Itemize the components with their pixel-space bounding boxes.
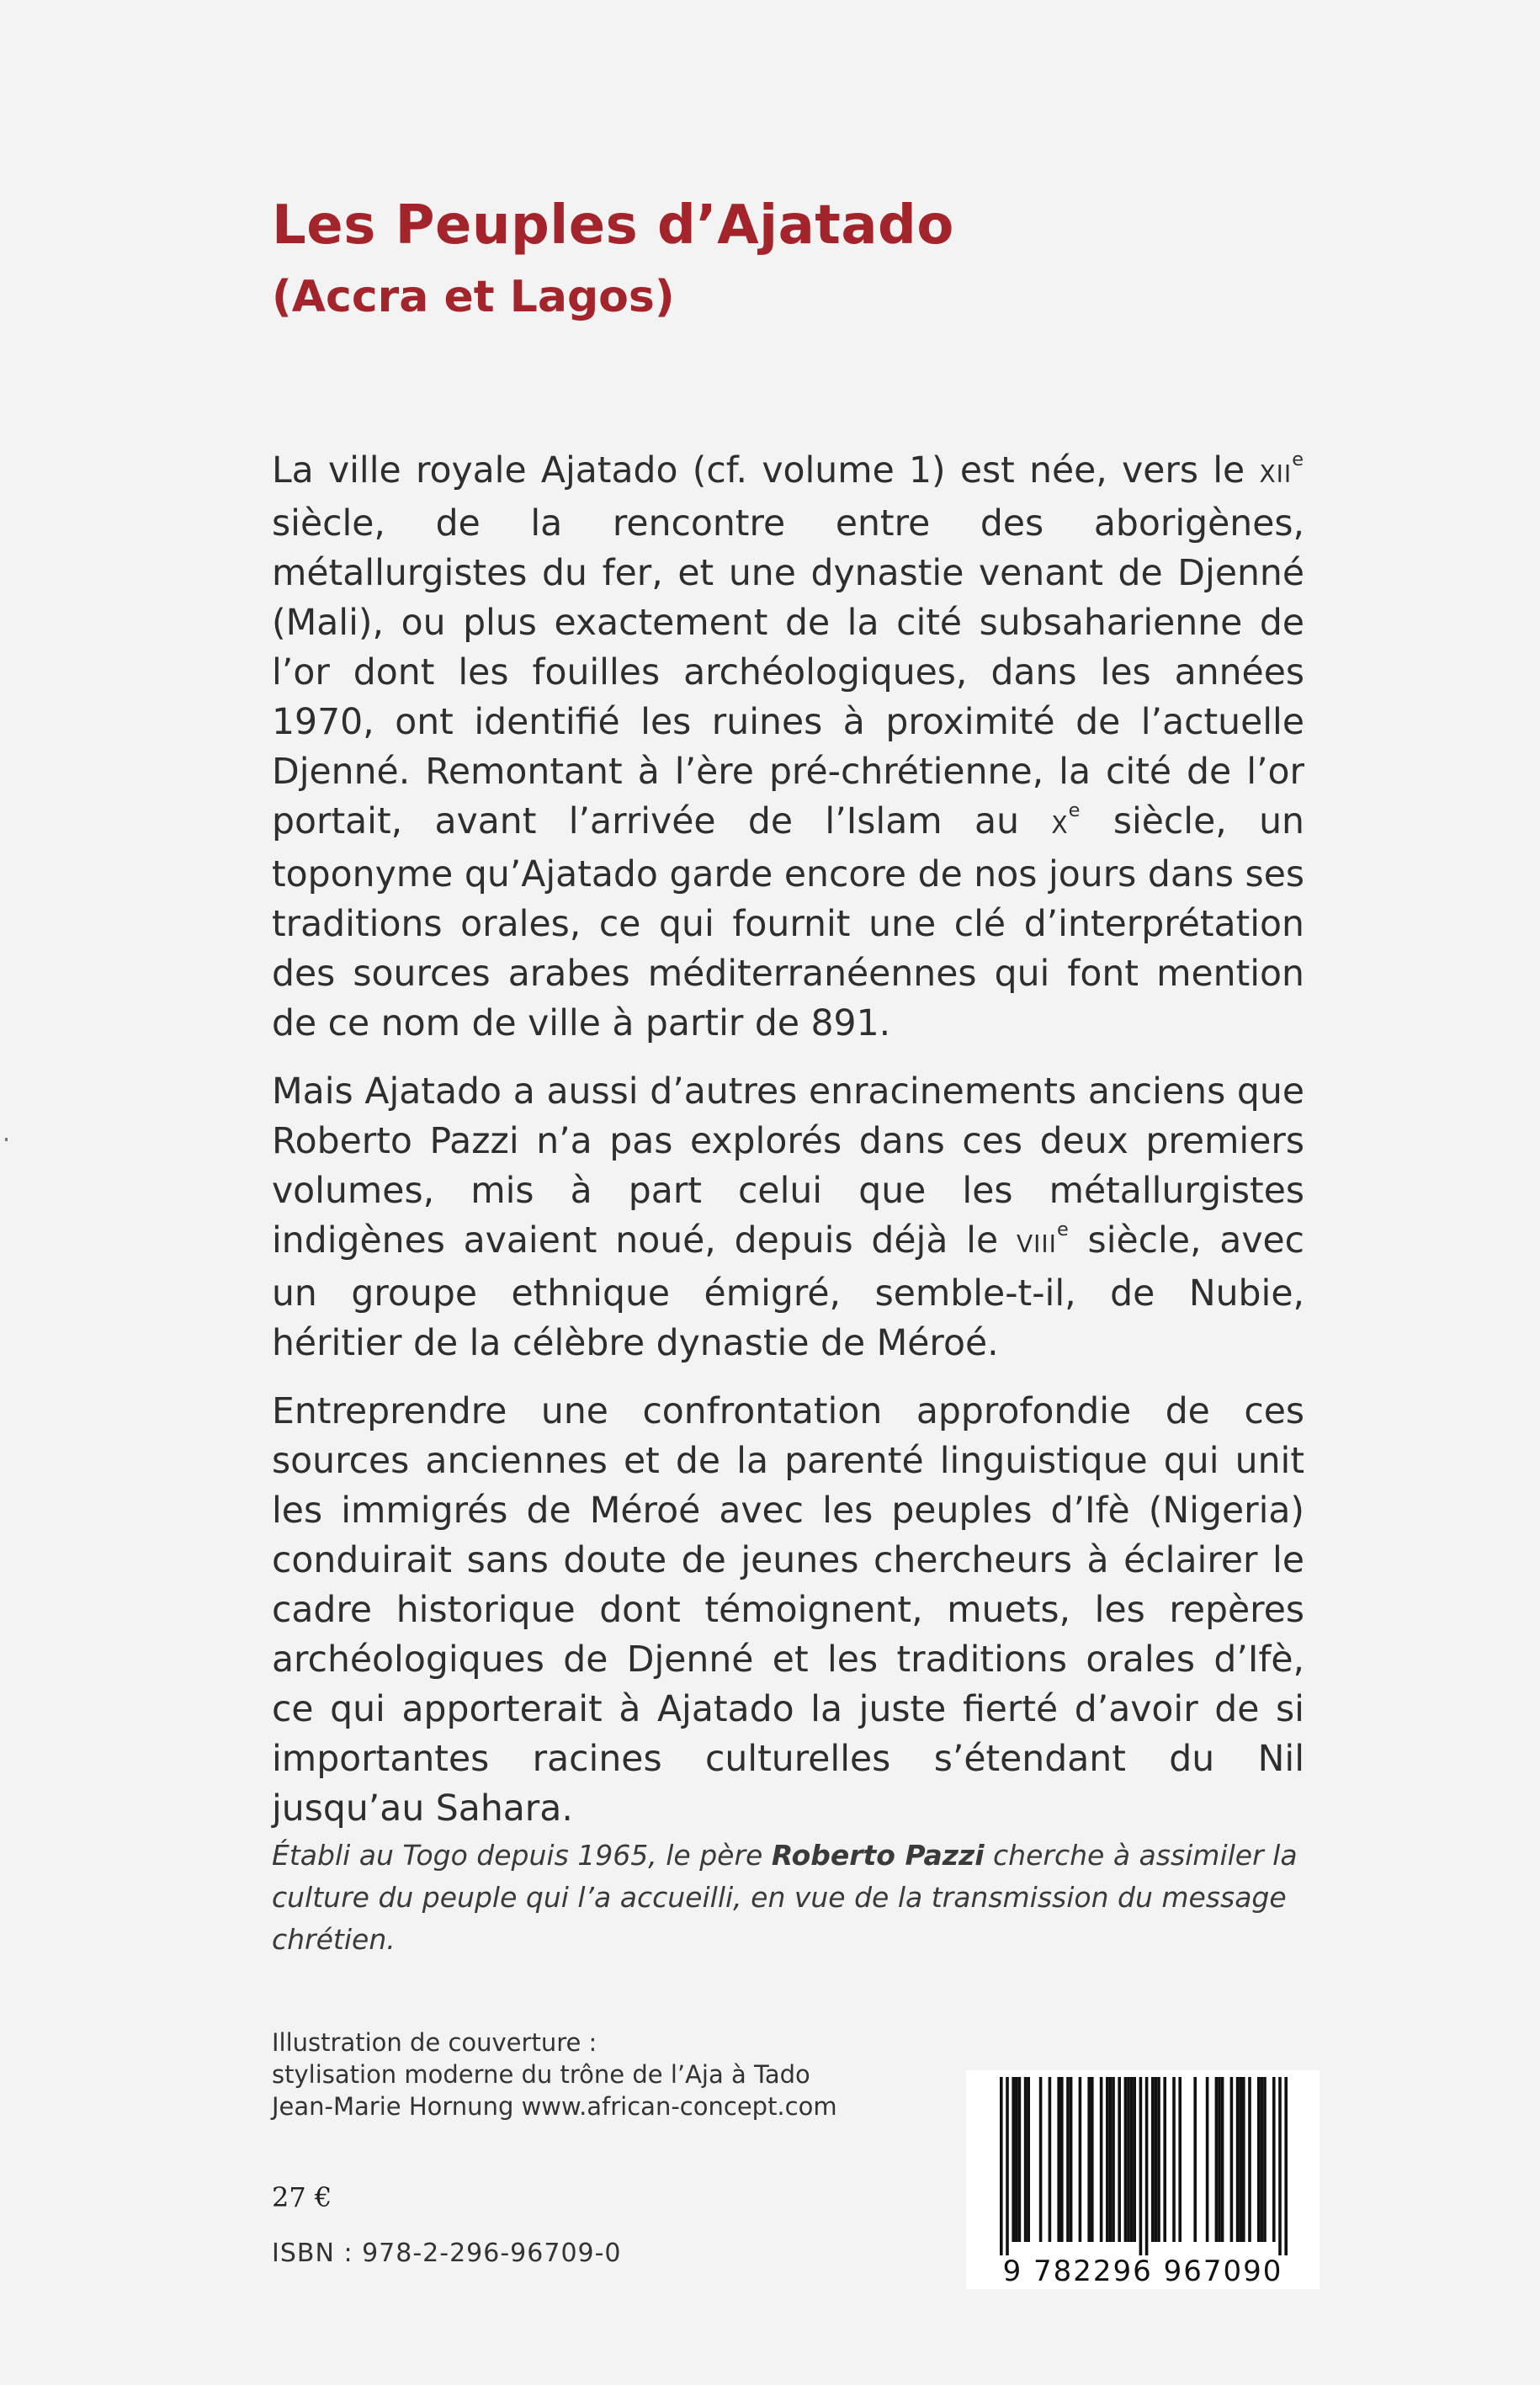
blurb-paragraph-1	[272, 446, 1304, 1049]
century-xii-suffix: e	[1292, 448, 1304, 470]
barcode-bar	[1261, 2077, 1264, 2242]
century-x-numeral: X	[1051, 811, 1069, 839]
bio-text-after: cherche à assimiler la culture du peuple qui l’a accueilli, en vue de la transmission du message chrétien.	[272, 1839, 1298, 1956]
barcode-bar	[1145, 2077, 1149, 2255]
barcode-bar	[1221, 2077, 1224, 2242]
century-xii-numeral: XII	[1259, 460, 1293, 488]
barcode-bar	[1193, 2077, 1197, 2242]
barcode-bar	[1206, 2077, 1209, 2242]
barcode-bar	[1015, 2077, 1018, 2242]
barcode-bar	[1239, 2077, 1242, 2242]
author-bio	[272, 1835, 1307, 1961]
century-viii-suffix: e	[1056, 1218, 1070, 1240]
barcode-bar	[1230, 2077, 1234, 2242]
isbn: ISBN : 978-2-296-96709-0	[272, 2239, 622, 2268]
barcode-bar	[1000, 2077, 1003, 2255]
barcode-bar	[1130, 2077, 1134, 2242]
barcode-bars	[1000, 2077, 1288, 2255]
blurb-paragraph-2	[272, 1067, 1304, 1368]
barcode-bar	[1163, 2077, 1166, 2242]
barcode-bar	[1284, 2077, 1288, 2255]
barcode-bar	[1039, 2077, 1043, 2242]
barcode-bar	[1124, 2077, 1128, 2242]
barcode-bar	[1027, 2077, 1030, 2242]
author-name: Roberto Pazzi	[771, 1839, 985, 1872]
barcode-bar	[1272, 2077, 1276, 2242]
book-subtitle: (Accra et Lagos)	[272, 272, 675, 322]
century-x	[1051, 799, 1081, 839]
bio-text-before: Établi au Togo depuis 1965, le père	[272, 1839, 772, 1872]
barcode-bar	[1091, 2077, 1094, 2242]
barcode	[966, 2070, 1320, 2289]
barcode-bar	[1100, 2077, 1103, 2242]
barcode-bar	[1257, 2077, 1261, 2242]
cover-credits	[272, 2026, 837, 2122]
barcode-bar	[1006, 2077, 1009, 2255]
p1-text-c: siècle, un toponyme qu’Ajatado garde encore de nos jours dans ses traditions orales, ce qui fournit une clé d’interprétation des sources arabes méditerranéennes qui font mention de ce nom de ville à partir de 891.	[272, 801, 1304, 1044]
century-viii	[1016, 1218, 1070, 1258]
barcode-bar	[1112, 2077, 1115, 2242]
barcode-bar	[1109, 2077, 1113, 2242]
barcode-bar	[1049, 2077, 1052, 2242]
blurb-paragraph-3: Entreprendre une confrontation approfondie de ces sources anciennes et de la parenté linguistique qui unit les immigrés de Méroé avec les peuples d’Ifè (Nigeria) conduirait sans doute de jeunes chercheurs à éclairer le cadre historique dont témoignent, muets, les repères archéologiques de Djenné et les traditions orales d’Ifè, ce qui apporterait à Ajatado la juste fierté d’avoir de si importantes racines culturelles s’étendant du Nil jusqu’au Sahara.	[272, 1391, 1304, 1830]
barcode-bar	[1236, 2077, 1240, 2242]
barcode-bar	[1242, 2077, 1245, 2242]
century-x-suffix: e	[1068, 799, 1081, 821]
credits-line-2: stylisation moderne du trône de l’Aja à Tado	[272, 2060, 810, 2089]
margin-mark	[5, 1138, 8, 1141]
price: 27 €	[272, 2181, 332, 2213]
barcode-bar	[1018, 2077, 1022, 2242]
p1-text-b: siècle, de la rencontre entre des aborigènes, métallurgistes du fer, et une dynastie venant de Djenné (Mali), ou plus exactement de la cité subsaharienne de l’or dont les fouilles archéologiques, dans les années 1970, ont identifié les ruines à proximité de l’actuelle Djenné. Remontant à l’ère pré-chrétienne, la cité de l’or portait, avant l’arrivée de l’Islam au	[272, 503, 1304, 842]
p1-text-a: La ville royale Ajatado (cf. volume 1) est née, vers le	[272, 450, 1260, 491]
p2-text-b: siècle, avec un groupe ethnique émigré, semble-t-il, de Nubie, héritier de la célèbre dynastie de Méroé.	[272, 1220, 1304, 1364]
barcode-bar	[1151, 2077, 1155, 2242]
barcode-bar	[1215, 2077, 1219, 2242]
barcode-bar	[1066, 2077, 1070, 2242]
barcode-bar	[1106, 2077, 1109, 2242]
barcode-bar	[1278, 2077, 1282, 2255]
barcode-bar	[1060, 2077, 1064, 2242]
century-xii	[1259, 448, 1304, 488]
barcode-bar	[1178, 2077, 1182, 2242]
century-viii-numeral: VIII	[1016, 1230, 1057, 1258]
barcode-bar	[1079, 2077, 1082, 2242]
book-title: Les Peuples d’Ajatado	[272, 194, 954, 257]
barcode-bar	[1118, 2077, 1121, 2242]
barcode-bar	[1157, 2077, 1160, 2242]
credits-line-3: Jean-Marie Hornung www.african-concept.com	[272, 2092, 837, 2121]
barcode-bar	[1087, 2077, 1091, 2242]
barcode-graphic	[966, 2070, 1320, 2289]
barcode-bar	[1070, 2077, 1073, 2242]
barcode-bar	[1139, 2077, 1143, 2255]
barcode-bar	[1012, 2077, 1015, 2242]
barcode-bar	[1057, 2077, 1060, 2242]
blurb	[272, 446, 1304, 1852]
barcode-bar	[1133, 2077, 1136, 2242]
barcode-digits: 9 782296 967090	[1002, 2255, 1283, 2288]
barcode-bar	[1248, 2077, 1251, 2242]
barcode-bar	[1127, 2077, 1130, 2242]
p2-text-a: Mais Ajatado a aussi d’autres enracinements anciens que Roberto Pazzi n’a pas explorés dans ces deux premiers volumes, mis à part celui que les métallurgistes indigènes avaient noué, depuis déjà le	[272, 1071, 1304, 1262]
barcode-bar	[1218, 2077, 1221, 2242]
barcode-bar	[1155, 2077, 1158, 2242]
barcode-bar	[1024, 2077, 1028, 2242]
barcode-bar	[1263, 2077, 1267, 2242]
credits-line-1: Illustration de couverture :	[272, 2028, 597, 2057]
barcode-bar	[1172, 2077, 1176, 2242]
